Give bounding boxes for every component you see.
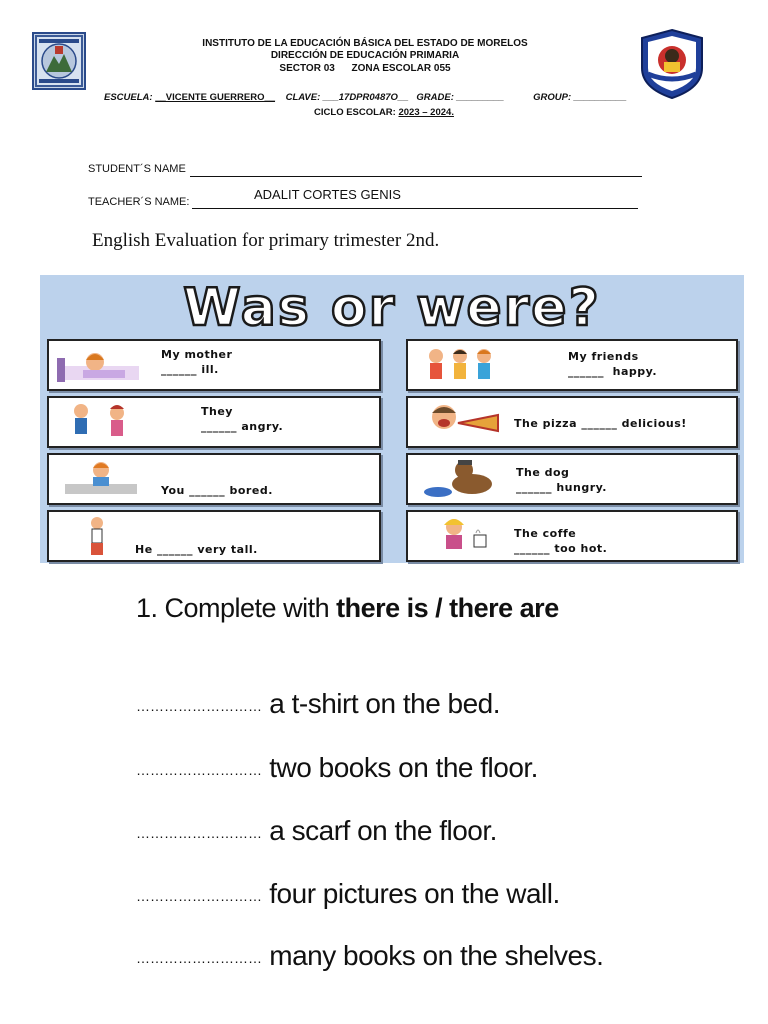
card-blank-line: ______ angry. bbox=[201, 420, 284, 433]
card-line: You ______ bored. bbox=[161, 484, 273, 497]
teacher-name-field[interactable] bbox=[192, 208, 638, 209]
student-name-field[interactable] bbox=[190, 176, 642, 177]
card-he bbox=[47, 510, 381, 562]
grade-value: _________ bbox=[456, 92, 505, 103]
grade-label: GRADE: bbox=[416, 92, 454, 103]
card-line: My mother bbox=[161, 348, 233, 361]
angry-couple-icon bbox=[55, 401, 147, 443]
clave-value: ___17DPR0487O__ bbox=[322, 92, 409, 103]
card-line: The dog bbox=[516, 466, 570, 479]
card-dog bbox=[406, 453, 738, 505]
exercise-item bbox=[136, 752, 538, 784]
card-blank-line: ______ too hot. bbox=[514, 542, 608, 555]
was-were-panel bbox=[40, 275, 744, 563]
card-blank-line: ______ ill. bbox=[161, 363, 219, 376]
ciclo-row bbox=[0, 107, 768, 118]
card-my-mother bbox=[47, 339, 381, 391]
card-line: He ______ very tall. bbox=[135, 543, 258, 556]
exercise-item-text: a scarf on the floor. bbox=[269, 815, 497, 846]
exercise-title bbox=[136, 593, 559, 624]
exercise-item bbox=[136, 688, 500, 720]
answer-blank[interactable]: ……………………… bbox=[136, 825, 262, 841]
card-line: My friends bbox=[568, 350, 639, 363]
answer-blank[interactable]: ……………………… bbox=[136, 950, 262, 966]
header-sector-zone: SECTOR 03 ZONA ESCOLAR 055 bbox=[279, 63, 451, 74]
card-line: They bbox=[201, 405, 233, 418]
group-label: GROUP: bbox=[533, 92, 572, 103]
happy-friends-icon bbox=[414, 344, 506, 386]
exercise-item-text: many books on the shelves. bbox=[269, 940, 604, 971]
card-line: The pizza ______ delicious! bbox=[514, 417, 687, 430]
card-you bbox=[47, 453, 381, 505]
state-seal-logo bbox=[32, 32, 86, 90]
tall-man-icon bbox=[55, 515, 147, 557]
header-direction: DIRECCIÓN DE EDUCACIÓN PRIMARIA bbox=[270, 50, 460, 61]
card-pizza bbox=[406, 396, 738, 448]
student-name-label: STUDENT´S NAME bbox=[88, 163, 186, 175]
ciclo-value: 2023 – 2024. bbox=[398, 107, 454, 118]
teacher-name-value: ADALIT CORTES GENIS bbox=[254, 187, 401, 202]
school-value: __VICENTE GUERRERO__ bbox=[155, 92, 276, 103]
exercise-title-bold: there is / there are bbox=[336, 593, 559, 623]
sick-mother-icon bbox=[55, 344, 147, 386]
answer-blank[interactable]: ……………………… bbox=[136, 888, 262, 904]
clave-label: CLAVE: bbox=[285, 92, 321, 103]
ciclo-label: CICLO ESCOLAR: bbox=[314, 107, 396, 118]
exercise-item bbox=[136, 878, 560, 910]
answer-blank[interactable]: ……………………… bbox=[136, 762, 262, 778]
card-blank-line: ______ hungry. bbox=[516, 481, 607, 494]
card-line: The coffe bbox=[514, 527, 577, 540]
exercise-title-prefix: 1. Complete with bbox=[136, 593, 337, 623]
evaluation-title: English Evaluation for primary trimester 2nd. bbox=[92, 230, 440, 251]
student-name-row bbox=[88, 163, 186, 175]
group-value: __________ bbox=[573, 92, 627, 103]
school-info-row bbox=[104, 92, 627, 103]
teacher-name-label: TEACHER´S NAME: bbox=[88, 196, 190, 208]
card-they bbox=[47, 396, 381, 448]
exercise-item bbox=[136, 940, 603, 972]
exercise-item-text: four pictures on the wall. bbox=[269, 878, 560, 909]
bored-kid-icon bbox=[55, 458, 147, 500]
card-blank-line: ______ happy. bbox=[568, 365, 658, 378]
panel-title: Was or were? bbox=[183, 278, 601, 338]
header-institute: INSTITUTO DE LA EDUCACIÓN BÁSICA DEL ESTADO DE MORELOS bbox=[202, 38, 528, 49]
exercise-item-text: a t-shirt on the bed. bbox=[269, 688, 501, 719]
pizza-eater-icon bbox=[414, 401, 506, 443]
exercise-item-text: two books on the floor. bbox=[269, 752, 538, 783]
card-coffe bbox=[406, 510, 738, 562]
hot-coffee-icon bbox=[414, 515, 506, 557]
exercise-item bbox=[136, 815, 497, 847]
answer-blank[interactable]: ……………………… bbox=[136, 698, 262, 714]
hungry-dog-icon bbox=[414, 458, 506, 500]
card-my-friends bbox=[406, 339, 738, 391]
school-label: ESCUELA: bbox=[104, 92, 153, 103]
teacher-name-row bbox=[88, 196, 189, 208]
school-crest-logo bbox=[638, 28, 706, 100]
